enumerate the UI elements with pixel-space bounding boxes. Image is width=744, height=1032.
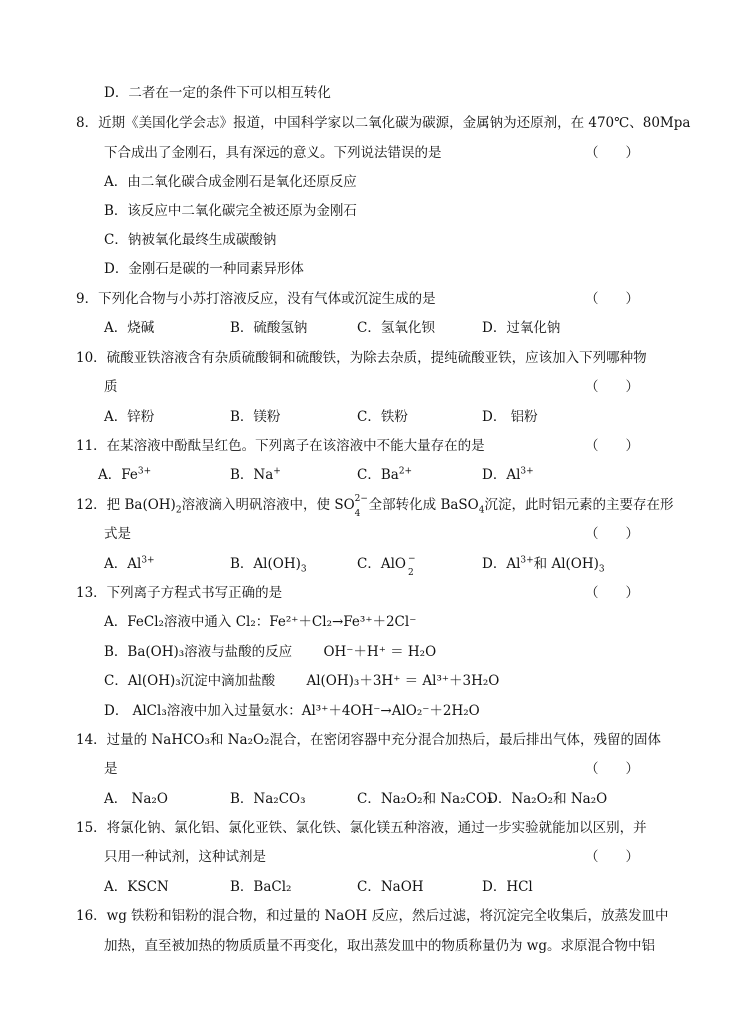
q15-answer-blank: （ ） — [585, 849, 639, 865]
q8-stem-line2: 下合成出了金刚石，具有深远的意义。下列说法错误的是 — [104, 145, 442, 161]
q15-option-c: C．NaOH — [357, 879, 424, 895]
q9-option-d: D．过氧化钠 — [482, 320, 561, 336]
q15-option-a: A．KSCN — [104, 879, 169, 895]
q14-option-c: C．Na₂O₂和 Na₂CO₃ — [357, 791, 493, 807]
q13-option-a: A．FeCl₂溶液中通入 Cl₂：Fe²⁺＋Cl₂→Fe³⁺＋2Cl⁻ — [104, 614, 417, 630]
q15-option-b: B．BaCl₂ — [230, 879, 292, 895]
q9-option-c: C．氢氧化钡 — [357, 320, 435, 336]
q9-answer-blank: （ ） — [585, 291, 639, 307]
q8-option-c: C．钠被氧化最终生成碳酸钠 — [104, 232, 277, 248]
q10-stem-line1: 10．硫酸亚铁溶液含有杂质硫酸铜和硫酸铁，为除去杂质，提纯硫酸亚铁，应该加入下列哪种物 — [76, 350, 647, 366]
q9-stem: 9．下列化合物与小苏打溶液反应，没有气体或沉淀生成的是 — [76, 291, 436, 307]
q15-stem-line1: 15．将氯化钠、氯化铝、氯化亚铁、氯化铁、氯化镁五种溶液，通过一步实验就能加以区别，并 — [76, 820, 647, 836]
q11-option-a: A．$Fe^{3+}$ — [98, 466, 152, 483]
q13-answer-blank: （ ） — [585, 585, 639, 601]
q11-option-c: C．$Ba^{2+}$ — [357, 466, 413, 483]
q14-stem-line2: 是 — [104, 761, 118, 777]
q10-option-b: B．镁粉 — [230, 409, 281, 425]
q11-answer-blank: （ ） — [585, 438, 639, 454]
q12-option-b: B．$Al(OH)_3$ — [230, 556, 307, 575]
q12-stem-line1: 12．把 $Ba(OH)_2$溶液滴入明矾溶液中，使 SO 2− 4 全部转化成 BaSO$_4$沉淀，此时铝元素的主要存在形 — [76, 494, 674, 519]
q8-option-a: A．由二氧化碳合成金刚石是氧化还原反应 — [104, 174, 357, 190]
q14-option-b: B．Na₂CO₃ — [230, 791, 306, 807]
q12-option-a: A．$Al^{3+}$ — [104, 555, 155, 572]
q13-option-b: B．Ba(OH)₃溶液与盐酸的反应 OH⁻＋H⁺ ＝ H₂O — [104, 644, 437, 660]
q12-option-c: C．AlO − 2 — [357, 554, 416, 578]
q8-answer-blank: （ ） — [585, 145, 639, 161]
q10-answer-blank: （ ） — [585, 379, 639, 395]
q11-stem: 11．在某溶液中酚酞呈红色。下列离子在该溶液中不能大量存在的是 — [76, 438, 485, 454]
q16-stem-line2: 加热，直至被加热的物质质量不再变化，取出蒸发皿中的物质称量仍为 wg。求原混合物中铝 — [104, 938, 655, 954]
q9-option-b: B．硫酸氢钠 — [230, 320, 308, 336]
q13-stem: 13．下列离子方程式书写正确的是 — [76, 585, 283, 601]
q10-option-d: D． 铝粉 — [482, 409, 538, 425]
q14-option-a: A． Na₂O — [104, 791, 168, 807]
q15-option-d: D．HCl — [482, 879, 533, 895]
q16-stem-line1: 16．wg 铁粉和铝粉的混合物，和过量的 NaOH 反应，然后过滤，将沉淀完全收集后，放蒸发皿中 — [76, 908, 669, 924]
q11-option-d: D．$Al^{3+}$ — [482, 466, 534, 483]
q10-option-c: C．铁粉 — [357, 409, 408, 425]
q9-option-a: A．烧碱 — [104, 320, 155, 336]
q7-option-d: D．二者在一定的条件下可以相互转化 — [104, 85, 331, 101]
q12-stem-line2: 式是 — [104, 526, 131, 542]
q12-answer-blank: （ ） — [585, 526, 639, 542]
q14-option-d: D．Na₂O₂和 Na₂O — [487, 791, 608, 807]
q10-option-a: A．锌粉 — [104, 409, 155, 425]
q8-option-d: D．金刚石是碳的一种同素异形体 — [104, 261, 304, 277]
q11-option-b: B．Na+ — [230, 466, 281, 483]
q8-stem-line1: 8．近期《美国化学会志》报道，中国科学家以二氧化碳为碳源，金属钠为还原剂，在 470℃、80Mpa — [76, 115, 691, 131]
q8-option-b: B．该反应中二氧化碳完全被还原为金刚石 — [104, 203, 357, 219]
q12-option-d: D．$Al^{3+}$和 $Al(OH)_3$ — [482, 555, 605, 575]
q10-stem-line2: 质 — [104, 379, 118, 395]
q13-option-c: C．Al(OH)₃沉淀中滴加盐酸 Al(OH)₃＋3H⁺ ＝ Al³⁺＋3H₂O — [104, 673, 500, 689]
q14-answer-blank: （ ） — [585, 761, 639, 777]
q13-option-d: D． AlCl₃溶液中加入过量氨水：Al³⁺＋4OH⁻→AlO₂⁻＋2H₂O — [104, 703, 480, 719]
q14-stem-line1: 14．过量的 NaHCO₃和 Na₂O₂混合，在密闭容器中充分混合加热后，最后排出气体，残留的固体 — [76, 732, 661, 748]
q15-stem-line2: 只用一种试剂，这种试剂是 — [104, 849, 266, 865]
